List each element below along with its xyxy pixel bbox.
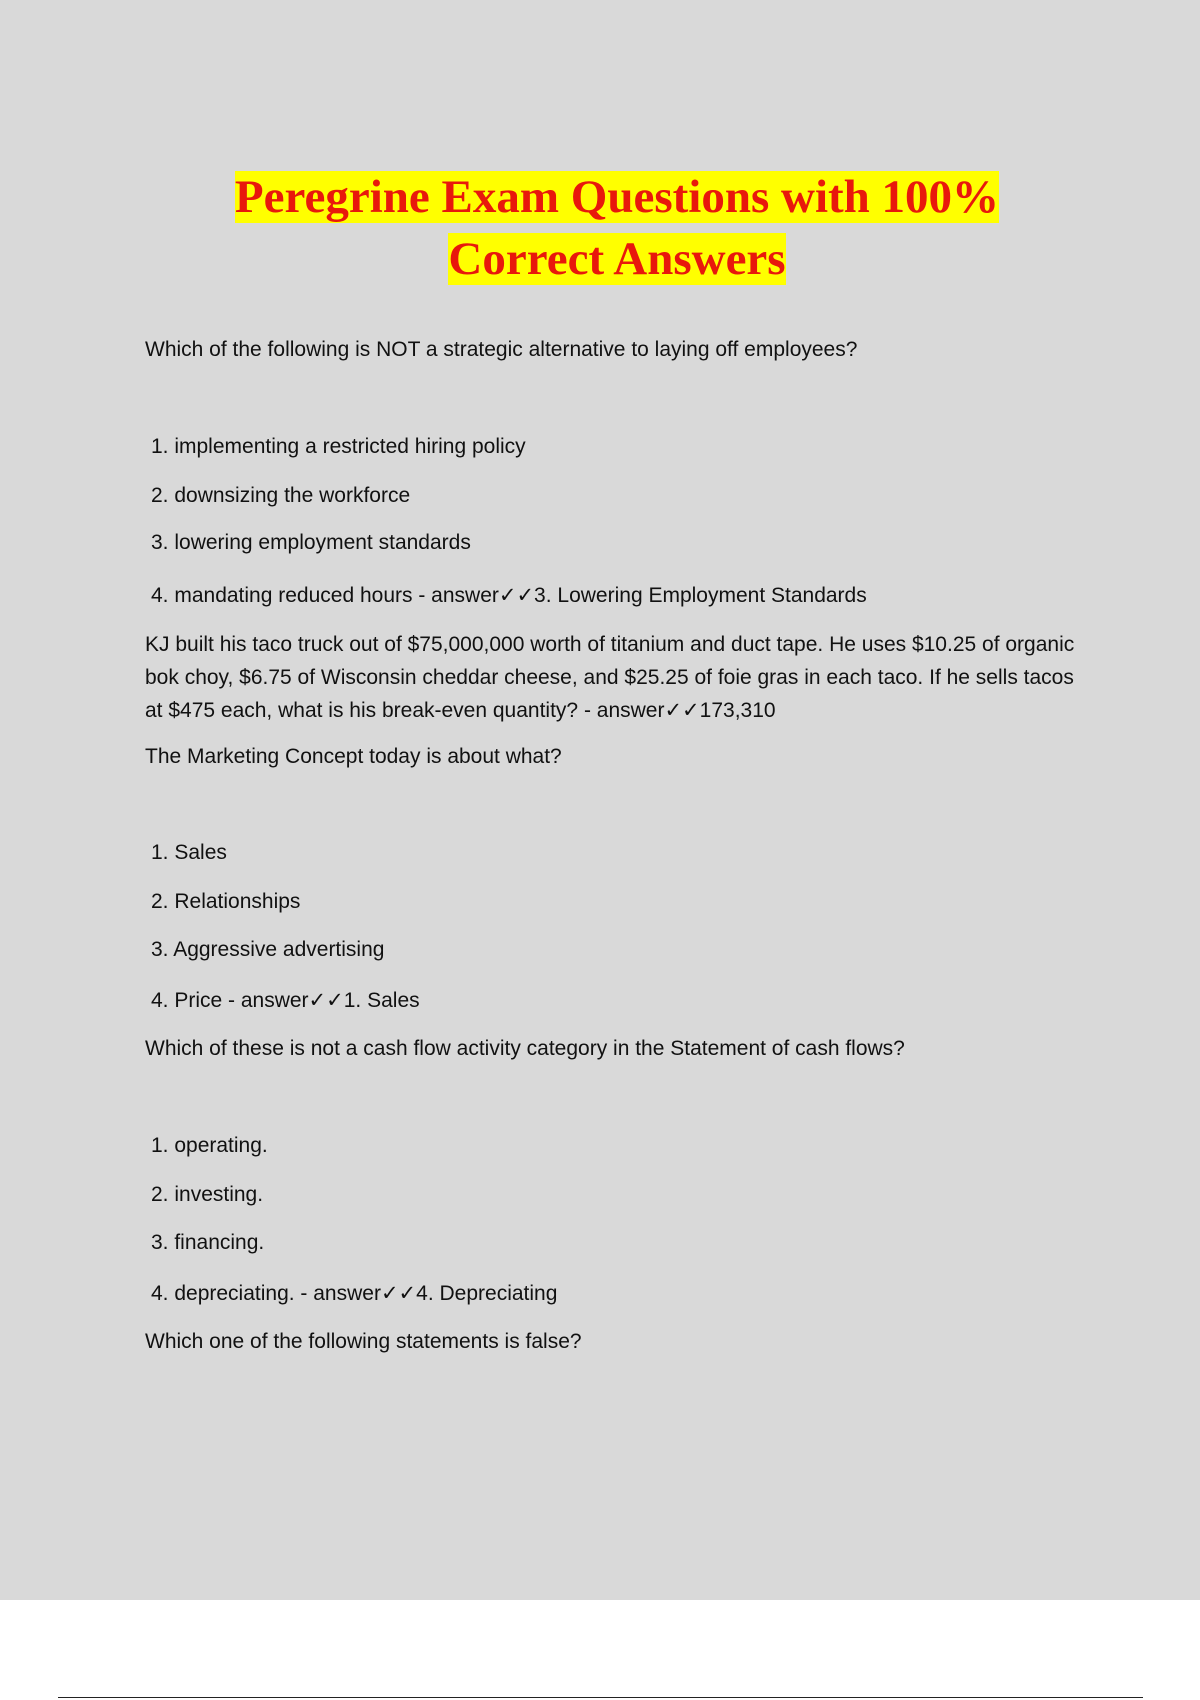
question-3-option-1: 1. Sales (151, 841, 227, 864)
question-4-option-2: 2. investing. (151, 1183, 264, 1206)
question-1-option-4: 4. mandating reduced hours - answer✓✓3. Lowering Employment Standards (151, 584, 867, 607)
question-3-option-2: 2. Relationships (151, 890, 301, 913)
question-1-option-1: 1. implementing a restricted hiring policy (151, 435, 526, 458)
question-4-option-3: 3. financing. (151, 1231, 265, 1254)
title-line-1: Peregrine Exam Questions with 100% (234, 171, 1000, 223)
footer-divider (58, 1697, 1143, 1698)
question-2-text: KJ built his taco truck out of $75,000,000 worth of titanium and duct tape. He uses $10.25 of organic bok choy, $6.75 of Wisconsin cheddar cheese, and $25.25 of foie gras in each taco. If he sells tacos at $475 each, what is his break-even quantity? - answer✓✓173,310 (145, 633, 1075, 722)
title-line-2: Correct Answers (448, 233, 786, 285)
question-1-option-2: 2. downsizing the workforce (151, 484, 411, 507)
question-4-text: Which of these is not a cash flow activity category in the Statement of cash flows? (145, 1037, 905, 1060)
question-4-option-4: 4. depreciating. - answer✓✓4. Depreciating (151, 1282, 558, 1305)
question-4-option-1: 1. operating. (151, 1134, 268, 1157)
question-1-text: Which of the following is NOT a strategic alternative to laying off employees? (145, 338, 858, 361)
question-3-option-3: 3. Aggressive advertising (151, 938, 385, 961)
document-title (0, 166, 1200, 290)
question-3-text: The Marketing Concept today is about what? (145, 745, 562, 768)
question-3-option-4: 4. Price - answer✓✓1. Sales (151, 989, 420, 1012)
question-5-text: Which one of the following statements is false? (145, 1330, 582, 1353)
question-1-option-3: 3. lowering employment standards (151, 531, 471, 554)
